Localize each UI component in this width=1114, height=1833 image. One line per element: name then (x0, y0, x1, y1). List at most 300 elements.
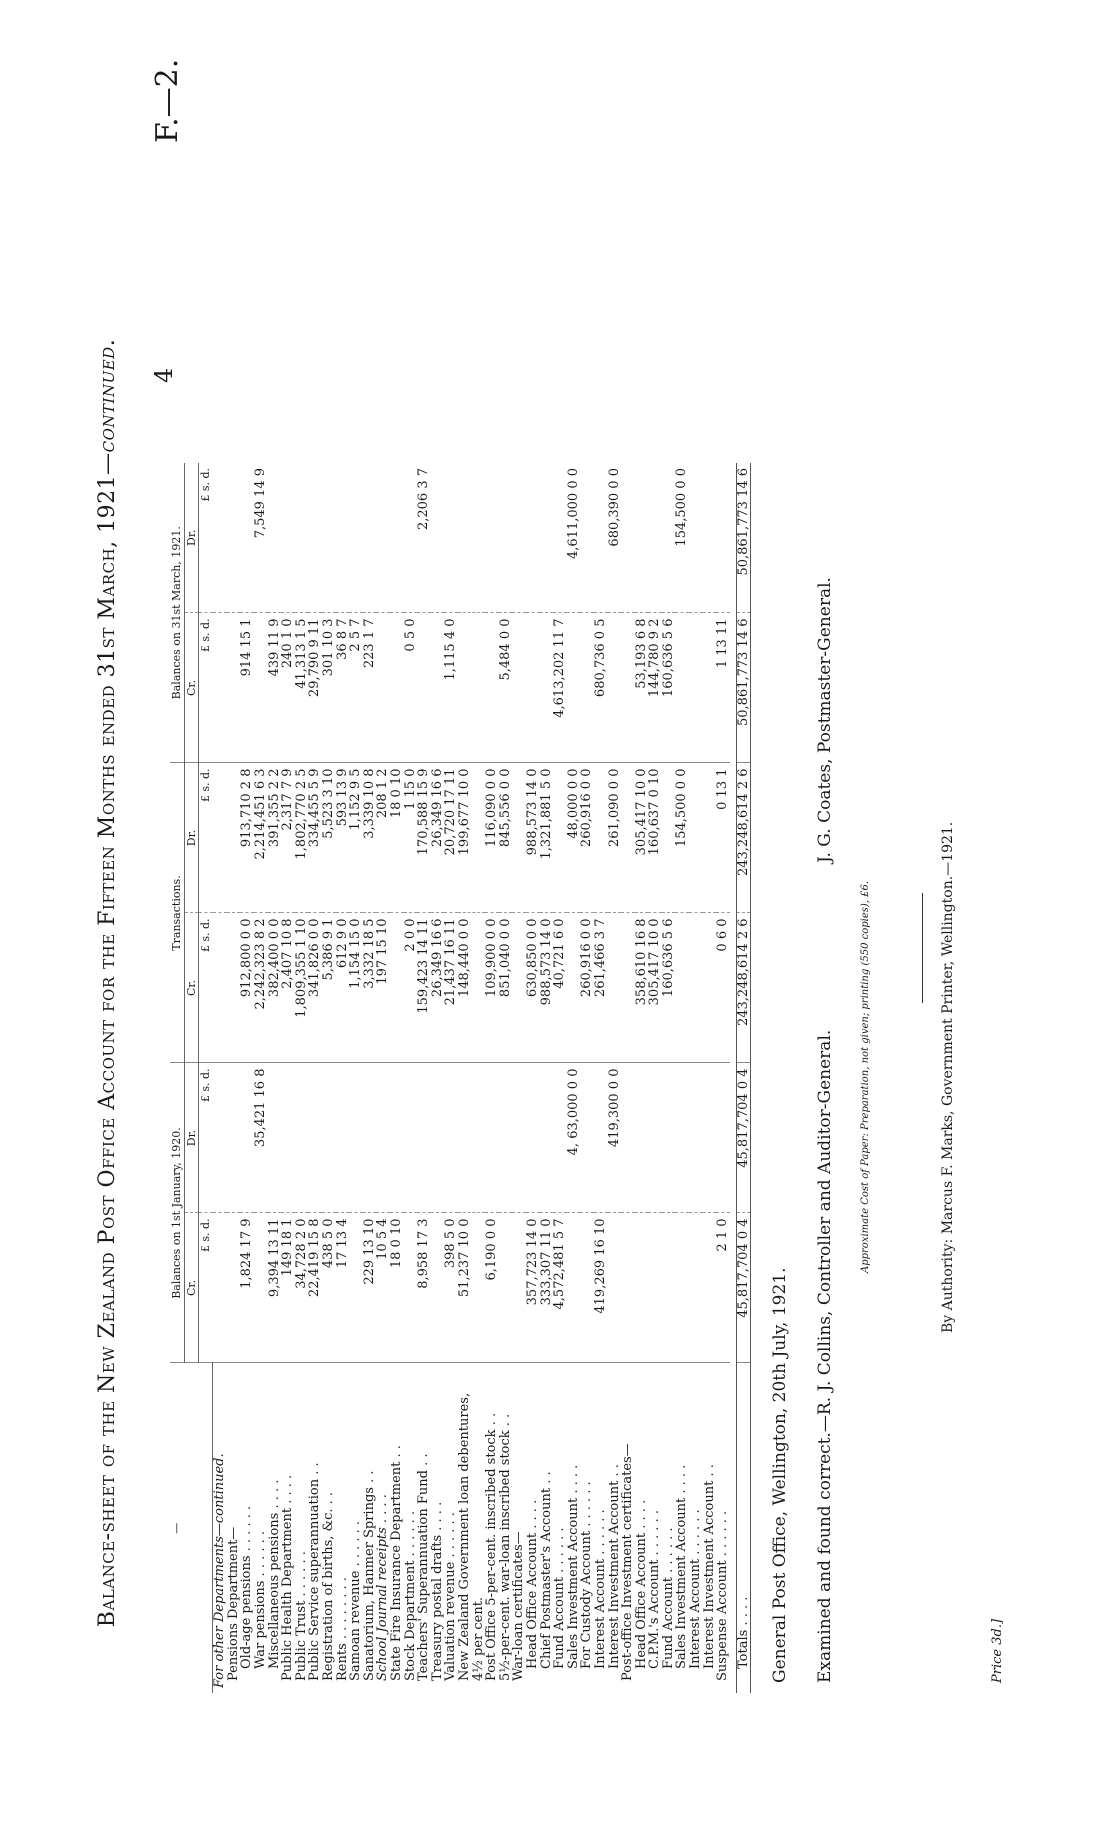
table-row (608, 463, 622, 1693)
amount-cell: 10 5 4 (376, 1213, 390, 1363)
amount-cell (608, 913, 622, 1063)
amount-cell (240, 463, 254, 613)
amount-cell (376, 613, 390, 763)
unit-label: £ s. d. (199, 463, 213, 613)
amount-cell: 144,780 9 2 (648, 613, 662, 763)
amount-cell: 260,916 0 0 (580, 913, 594, 1063)
amount-cell (254, 613, 268, 763)
amount-cell (349, 463, 363, 613)
amount-cell (703, 913, 717, 1063)
amount-cell: 160,636 5 6 (662, 913, 676, 1063)
amount-cell (390, 913, 404, 1063)
amount-cell (458, 613, 485, 763)
amount-cell: 1,115 4 0 (444, 613, 458, 763)
row-label: Chief Postmaster's Account . . (538, 1471, 554, 1669)
amount-cell: 845,556 0 0 (499, 763, 513, 913)
amount-cell: 53,193 6 8 (635, 613, 649, 763)
amount-cell (512, 1213, 526, 1363)
amount-cell (281, 463, 295, 613)
amount-cell: 160,637 0 10 (648, 763, 662, 913)
amount-cell: 2,206 3 7 (417, 463, 431, 613)
amount-cell: 9,394 13 11 (268, 1213, 282, 1363)
amount-cell: 116,090 0 0 (485, 763, 499, 913)
row-label: Miscellaneous pensions . . . . (266, 1479, 282, 1669)
row-label: Treasury postal drafts . . . . (429, 1501, 445, 1681)
table-row (499, 463, 513, 1693)
row-label: Post Office 5-per-cent. inscribed stock . . (484, 1412, 500, 1681)
row-label: Rents . . . . . . . . (334, 1577, 350, 1681)
amount-cell: 1,321,881 5 0 (540, 763, 554, 913)
sub-header-dr: Dr. (184, 1063, 199, 1213)
amount-cell: 358,610 16 8 (635, 913, 649, 1063)
row-label: War-loan certificates— (511, 1531, 527, 1681)
amount-cell (553, 463, 567, 613)
amount-cell: 0 6 0 (716, 913, 730, 1063)
amount-cell (621, 913, 635, 1063)
amount-cell (499, 1213, 513, 1363)
amount-cell: 0 5 0 (404, 613, 418, 763)
amount-cell: 21,437 16 11 (444, 913, 458, 1063)
amount-cell: 1 15 0 (404, 763, 418, 913)
amount-cell (621, 1213, 635, 1363)
amount-cell: 148,440 0 0 (458, 913, 485, 1063)
table-row (553, 463, 567, 1693)
table-row (621, 463, 635, 1693)
table-row (390, 463, 404, 1693)
amount-cell (689, 613, 703, 763)
amount-cell: 334,455 5 9 (308, 763, 322, 913)
amount-cell (349, 1213, 363, 1363)
row-label: Sales Investment Account . . . . (674, 1464, 690, 1669)
amount-cell (417, 613, 431, 763)
amount-cell: 382,400 0 0 (268, 913, 282, 1063)
amount-cell: 159,423 14 11 (417, 913, 431, 1063)
amount-cell (322, 1063, 336, 1213)
total-cell: 243,248,614 2 6 (736, 913, 751, 1063)
unit-label: £ s. d. (199, 1213, 213, 1363)
table-row (485, 463, 499, 1693)
amount-cell: 26,349 16 6 (431, 763, 445, 913)
row-label: Public Health Department . . . . (280, 1474, 296, 1681)
amount-cell (540, 613, 554, 763)
amount-cell: 51,237 10 0 (458, 1213, 485, 1363)
row-label: Valuation revenue . . . . . . (443, 1512, 459, 1681)
amount-cell (390, 463, 404, 613)
amount-cell: 305,417 10 0 (648, 913, 662, 1063)
sub-header-dr: Dr. (184, 463, 199, 613)
amount-cell (635, 1063, 649, 1213)
amount-cell (648, 1213, 662, 1363)
amount-cell (227, 1213, 241, 1363)
amount-cell: 29,790 9 11 (308, 613, 322, 763)
amount-cell: 199,677 10 0 (458, 763, 485, 913)
table-row (227, 463, 241, 1693)
amount-cell (431, 613, 445, 763)
amount-cell (431, 463, 445, 613)
row-label: Pensions Department— (225, 1526, 241, 1681)
amount-cell (227, 763, 241, 913)
amount-cell (580, 463, 594, 613)
amount-cell (621, 463, 635, 613)
amount-cell: 7,549 14 9 (254, 463, 268, 613)
amount-cell: 914 15 1 (240, 613, 254, 763)
amount-cell: 5,523 3 10 (322, 763, 336, 913)
divider-rule (922, 893, 923, 1003)
amount-cell: 680,736 0 5 (594, 613, 608, 763)
amount-cell: 229 13 10 (363, 1213, 377, 1363)
row-label: New Zealand Government loan debentures, 4½ per cent. (456, 1392, 486, 1681)
amount-cell: 240 1 0 (281, 613, 295, 763)
table-row (580, 463, 594, 1693)
amount-cell (213, 1063, 227, 1213)
amount-cell (322, 463, 336, 613)
amount-cell: 41,313 1 5 (295, 613, 309, 763)
row-label: Old-age pensions . . . . . . (239, 1505, 255, 1669)
amount-cell (444, 1063, 458, 1213)
amount-cell (703, 1213, 717, 1363)
table-row (254, 463, 268, 1693)
table-row (526, 463, 540, 1693)
amount-cell: 357,723 14 0 (526, 1213, 540, 1363)
row-label: Head Office Account . . . . (633, 1499, 649, 1669)
row-label: War pensions . . . . . . (253, 1530, 269, 1669)
row-label: 5½-per-cent. war-loan inscribed stock . . (497, 1413, 513, 1681)
row-label: Post-office Investment certificates— (620, 1443, 636, 1681)
amount-cell (485, 613, 499, 763)
table-row (703, 463, 717, 1693)
row-label: Interest Investment Account . . (701, 1464, 717, 1669)
amount-cell: 208 1 2 (376, 763, 390, 913)
amount-cell (635, 463, 649, 613)
amount-cell (336, 1063, 350, 1213)
amount-cell: 630,850 0 0 (526, 913, 540, 1063)
amount-cell: 419,300 0 0 (608, 1063, 622, 1213)
amount-cell: 154,500 0 0 (675, 763, 689, 913)
sub-header-cr: Cr. (184, 613, 199, 763)
amount-cell (716, 1063, 730, 1213)
document-code: F.—2. (150, 58, 185, 143)
row-label: Teachers' Superannuation Fund . . (416, 1453, 432, 1681)
amount-cell (553, 763, 567, 913)
total-cell: 243,248,614 2 6 (736, 763, 751, 913)
row-label: Interest Account . . . . . . (688, 1509, 704, 1669)
amount-cell (499, 1063, 513, 1213)
amount-cell (594, 463, 608, 613)
amount-cell (404, 1213, 418, 1363)
amount-cell: 20,720 17 11 (444, 763, 458, 913)
amount-cell (308, 463, 322, 613)
row-label: Fund Account . . . . . . (660, 1527, 676, 1669)
amount-cell (689, 463, 703, 613)
amount-cell (363, 463, 377, 613)
amount-cell: 35,421 16 8 (254, 1063, 268, 1213)
amount-cell: 988,573 14 0 (526, 763, 540, 913)
amount-cell (499, 463, 513, 613)
table-row (240, 463, 254, 1693)
amount-cell (458, 1063, 485, 1213)
row-label: Suspense Account . . . . . . (715, 1510, 731, 1681)
amount-cell (540, 463, 554, 613)
amount-cell (526, 1063, 540, 1213)
balance-sheet-table (170, 463, 751, 1693)
amount-cell: 305,417 10 0 (635, 763, 649, 913)
amount-cell (404, 1063, 418, 1213)
row-label: Head Office Account . . . . (524, 1499, 540, 1669)
unit-label: £ s. d. (199, 763, 213, 913)
table-row (689, 463, 703, 1693)
amount-cell (417, 1063, 431, 1213)
group-header-opening: Balances on 1st January, 1920. (170, 1063, 184, 1363)
amount-cell (227, 1063, 241, 1213)
amount-cell (621, 1063, 635, 1213)
amount-cell (512, 1063, 526, 1213)
amount-cell: 26,349 16 6 (431, 913, 445, 1063)
auditor-statement: Examined and found correct.—R. J. Collins, Controller and Auditor-General. (815, 1029, 835, 1683)
amount-cell (213, 613, 227, 763)
table-row (349, 463, 363, 1693)
row-label: State Fire Insurance Department . . (389, 1445, 404, 1681)
amount-cell: 2,407 10 8 (281, 913, 295, 1063)
amount-cell (349, 1063, 363, 1213)
amount-cell (689, 1213, 703, 1363)
amount-cell: 0 13 1 (716, 763, 730, 913)
amount-cell (662, 1213, 676, 1363)
amount-cell (376, 463, 390, 613)
amount-cell (526, 463, 540, 613)
row-label: C.P.M.'s Account . . . . . . (647, 1509, 663, 1669)
amount-cell: 398 5 0 (444, 1213, 458, 1363)
table-row (716, 463, 730, 1693)
amount-cell (540, 1063, 554, 1213)
cost-note: Approximate Cost of Paper: Preparation, not given; printing (550 copies), £6. (860, 880, 871, 1273)
amount-cell (648, 1063, 662, 1213)
unit-label: £ s. d. (199, 913, 213, 1063)
amount-cell: 4,613,202 11 7 (553, 613, 567, 763)
amount-cell (689, 763, 703, 913)
page-title-main: Balance-sheet of the New Zealand Post Office Account for the Fifteen Months ended 31st March, 1921— (95, 452, 120, 1628)
table-row (444, 463, 458, 1693)
amount-cell (594, 1063, 608, 1213)
amount-cell: 36 8 7 (336, 613, 350, 763)
printer-authority: By Authority: Marcus F. Marks, Government Printer, Wellington.—1921. (940, 821, 956, 1333)
amount-cell (703, 613, 717, 763)
amount-cell: 4,572,481 5 7 (553, 1213, 567, 1363)
table-row (281, 463, 295, 1693)
amount-cell: 2,242,323 8 2 (254, 913, 268, 1063)
table-row (336, 463, 350, 1693)
amount-cell (376, 1063, 390, 1213)
row-label: Interest Account . . . . . . (592, 1509, 608, 1669)
page-title-suffix: continued. (95, 338, 120, 453)
amount-cell (567, 613, 581, 763)
table-row (404, 463, 418, 1693)
amount-cell (675, 1063, 689, 1213)
amount-cell: 680,390 0 0 (608, 463, 622, 613)
table-row (662, 463, 676, 1693)
amount-cell: 149 18 1 (281, 1213, 295, 1363)
amount-cell (485, 463, 499, 613)
table-row (675, 463, 689, 1693)
table-row (540, 463, 554, 1693)
row-label: Fund Account . . . . . . (552, 1527, 568, 1669)
sub-header-cr: Cr. (184, 1213, 199, 1363)
sub-header-dr: Dr. (184, 763, 199, 913)
row-label: For other Departments—continued. (212, 1453, 228, 1688)
amount-cell (675, 1213, 689, 1363)
amount-cell: 17 13 4 (336, 1213, 350, 1363)
table-row (594, 463, 608, 1693)
table-row (322, 463, 336, 1693)
amount-cell: 5,386 9 1 (322, 913, 336, 1063)
amount-cell: 4,611,000 0 0 (567, 463, 581, 613)
amount-cell (594, 763, 608, 913)
amount-cell: 593 13 9 (336, 763, 350, 913)
amount-cell: 197 15 10 (376, 913, 390, 1063)
table-row (417, 463, 431, 1693)
amount-cell: 2 1 0 (716, 1213, 730, 1363)
amount-cell (621, 613, 635, 763)
amount-cell (213, 1213, 227, 1363)
row-label: School Journal receipts . . . . (375, 1494, 391, 1681)
amount-cell: 170,588 15 9 (417, 763, 431, 913)
postmaster-signature: J. G. Coates, Postmaster-General. (815, 577, 835, 863)
amount-cell (703, 763, 717, 913)
amount-cell: 1,152 9 5 (349, 763, 363, 913)
amount-cell (336, 463, 350, 613)
amount-cell (512, 613, 526, 763)
table-row (567, 463, 581, 1693)
row-label: Public Trust . . . . . . (293, 1551, 309, 1681)
amount-cell: 261,090 0 0 (608, 763, 622, 913)
amount-cell: 40,721 6 0 (553, 913, 567, 1063)
amount-cell (431, 1213, 445, 1363)
amount-cell (512, 913, 526, 1063)
unit-label: £ s. d. (199, 613, 213, 763)
table-row (363, 463, 377, 1693)
amount-cell (308, 1063, 322, 1213)
amount-cell (716, 463, 730, 613)
amount-cell: 912,800 0 0 (240, 913, 254, 1063)
amount-cell: 34,728 2 0 (295, 1213, 309, 1363)
row-label: Sanatorium, Hanmer Springs . . (361, 1470, 377, 1681)
amount-cell (703, 1063, 717, 1213)
total-cell: 50,861,773 14 6 (736, 613, 751, 763)
table-body (213, 463, 730, 1693)
amount-cell: 260,916 0 0 (580, 763, 594, 913)
amount-cell (458, 463, 485, 613)
row-label: Interest Investment Account . . (606, 1464, 622, 1669)
amount-cell (648, 463, 662, 613)
row-label: Sales Investment Account . . . . (565, 1464, 581, 1669)
amount-cell: 18 0 10 (390, 763, 404, 913)
amount-cell: 8,958 17 3 (417, 1213, 431, 1363)
row-label: Registration of births, &c. . . (321, 1491, 337, 1681)
amount-cell: 913,710 2 8 (240, 763, 254, 913)
description-header: — (170, 1363, 213, 1693)
amount-cell (608, 613, 622, 763)
amount-cell: 160,636 5 6 (662, 613, 676, 763)
amount-cell (621, 763, 635, 913)
totals-row (736, 463, 751, 1693)
page-title (95, 283, 120, 1683)
amount-cell: 3,339 10 8 (363, 763, 377, 913)
amount-cell: 109,900 0 0 (485, 913, 499, 1063)
amount-cell (689, 913, 703, 1063)
amount-cell: 223 1 7 (363, 613, 377, 763)
amount-cell (553, 1063, 567, 1213)
total-cell: 45,817,704 0 4 (736, 1063, 751, 1213)
amount-cell: 1,824 17 9 (240, 1213, 254, 1363)
amount-cell (662, 763, 676, 913)
sub-header-cr: Cr. (184, 913, 199, 1063)
amount-cell (227, 913, 241, 1063)
row-label: Public Service superannuation . . (307, 1462, 323, 1681)
amount-cell (227, 463, 241, 613)
page-number: 4 (150, 367, 178, 383)
amount-cell: 1,809,355 1 10 (295, 913, 309, 1063)
amount-cell: 48,000 0 0 (567, 763, 581, 913)
amount-cell: 988,573 14 0 (540, 913, 554, 1063)
amount-cell: 2,214,451 6 3 (254, 763, 268, 913)
total-cell: 50,861,773 14 6 (736, 463, 751, 613)
amount-cell: 438 5 0 (322, 1213, 336, 1363)
table-row (648, 463, 662, 1693)
amount-cell: 154,500 0 0 (675, 463, 689, 613)
amount-cell: 1 13 11 (716, 613, 730, 763)
amount-cell: 2 5 7 (349, 613, 363, 763)
amount-cell (295, 463, 309, 613)
table-row (268, 463, 282, 1693)
amount-cell (227, 613, 241, 763)
amount-cell (254, 1213, 268, 1363)
amount-cell (268, 463, 282, 613)
amount-cell (431, 1063, 445, 1213)
amount-cell (675, 613, 689, 763)
amount-cell: 333,307 11 0 (540, 1213, 554, 1363)
amount-cell: 3,332 18 5 (363, 913, 377, 1063)
amount-cell: 391,355 2 2 (268, 763, 282, 913)
amount-cell (580, 613, 594, 763)
amount-cell (526, 613, 540, 763)
table-row (213, 463, 227, 1693)
amount-cell (662, 1063, 676, 1213)
amount-cell: 341,826 0 0 (308, 913, 322, 1063)
amount-cell (512, 763, 526, 913)
amount-cell (635, 1213, 649, 1363)
amount-cell (295, 1063, 309, 1213)
amount-cell (567, 913, 581, 1063)
amount-cell: 851,040 0 0 (499, 913, 513, 1063)
amount-cell (567, 1213, 581, 1363)
table-row (512, 463, 526, 1693)
row-label: For Custody Account . . . . . . (579, 1481, 595, 1669)
amount-cell (608, 1213, 622, 1363)
row-label: Stock Department . . . . . . (402, 1510, 418, 1681)
amount-cell (213, 763, 227, 913)
amount-cell (281, 1063, 295, 1213)
amount-cell: 439 11 9 (268, 613, 282, 763)
unit-label: £ s. d. (199, 1063, 213, 1213)
total-cell: 45,817,704 0 4 (736, 1213, 751, 1363)
amount-cell: 261,466 3 7 (594, 913, 608, 1063)
amount-cell: 2 0 0 (404, 913, 418, 1063)
amount-cell (213, 913, 227, 1063)
table-row (635, 463, 649, 1693)
amount-cell (404, 463, 418, 613)
amount-cell (268, 1063, 282, 1213)
table-group-header-row (170, 463, 184, 1693)
amount-cell (485, 1063, 499, 1213)
